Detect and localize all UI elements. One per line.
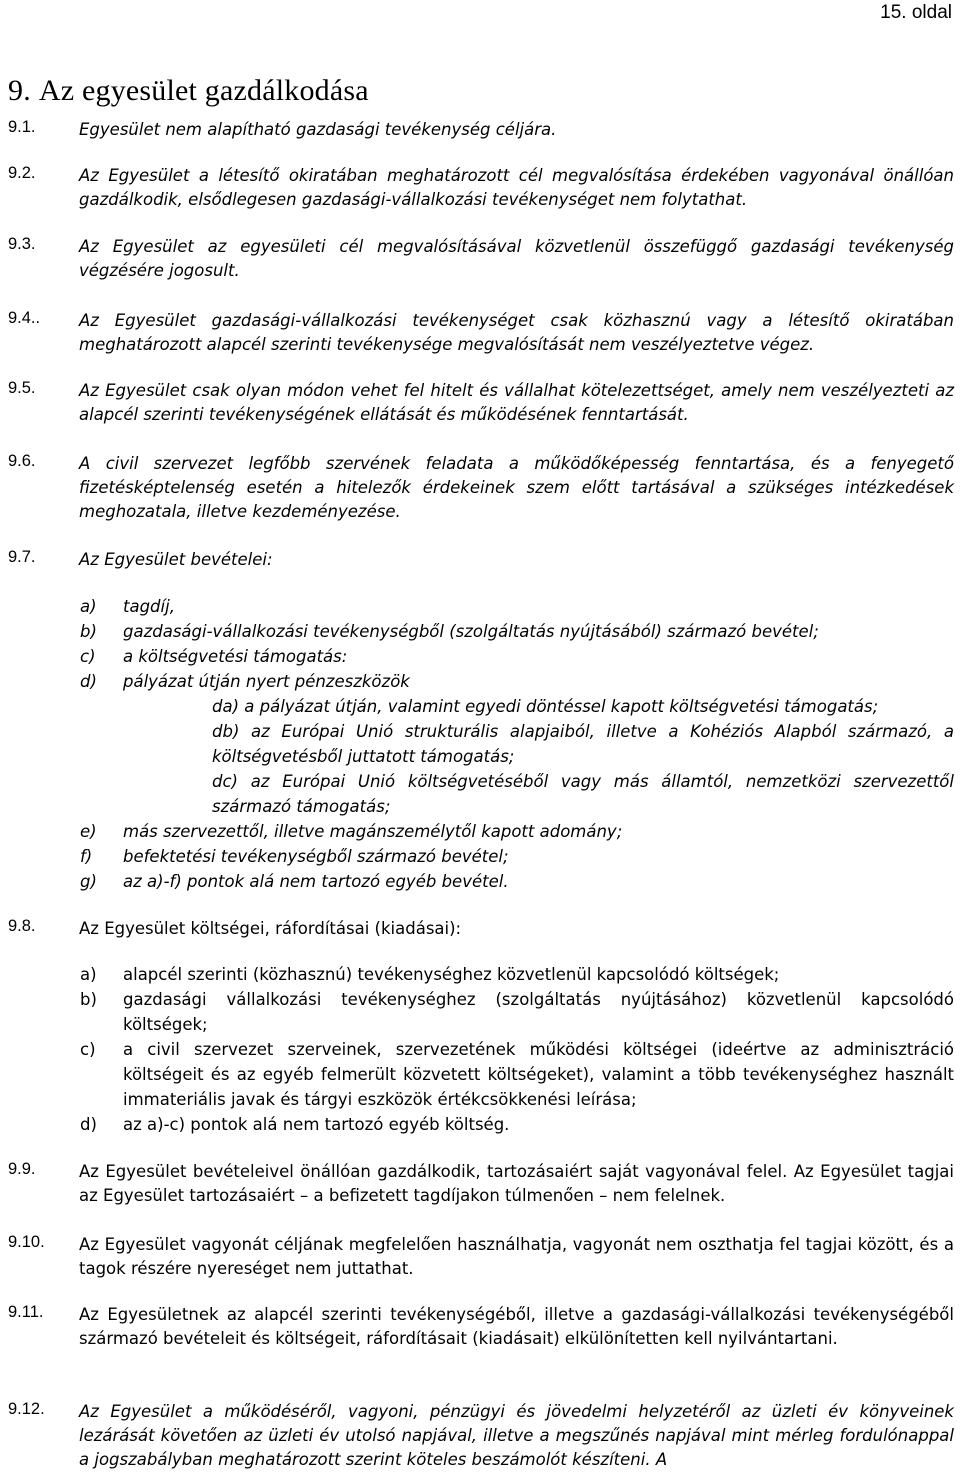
- section-text: Az Egyesület költségei, ráfordításai (kiadásai):: [79, 919, 462, 938]
- section-9-10: [8, 1233, 954, 1281]
- section-text: Az Egyesület bevételei:: [79, 550, 273, 569]
- list-text: a civil szervezet szerveinek, szervezetének működési költségei (ideértve az adminisztráció költségeit és az egyéb felmerült közvetett költségeket), valamint a több tevékenységhez használt immateriális javak és tárgyi eszközök értékcsökkenési leírása;: [123, 1040, 954, 1109]
- income-list: [80, 594, 954, 894]
- list-item: [80, 669, 954, 694]
- sub-item-da: da) a pályázat útján, valamint egyedi döntéssel kapott költségvetési támogatás;: [212, 697, 879, 716]
- list-text: az a)-f) pontok alá nem tartozó egyéb bevétel.: [123, 872, 509, 891]
- section-text: Egyesület nem alapítható gazdasági tevékenység céljára.: [79, 120, 557, 139]
- list-item: [80, 869, 954, 894]
- section-9-1: [8, 118, 954, 142]
- list-item: [80, 619, 954, 644]
- list-item: [80, 987, 954, 1037]
- list-item: [80, 819, 954, 844]
- section-9-9: [8, 1160, 954, 1208]
- list-item: [80, 644, 954, 669]
- list-label: d): [80, 672, 97, 691]
- list-text: a költségvetési támogatás:: [123, 647, 348, 666]
- section-number: 9.10.: [8, 1233, 45, 1251]
- list-label: f): [80, 847, 93, 866]
- section-text: Az Egyesület vagyonát céljának megfelelően használhatja, vagyonát nem oszthatja fel tagjai között, és a tagok részére nyereséget nem juttathat.: [79, 1235, 954, 1278]
- section-9-7: [8, 548, 954, 572]
- sub-item-dc: dc) az Európai Unió költségvetéséből vagy más államtól, nemzetközi szervezettől származó támogatás;: [212, 772, 954, 816]
- section-text: Az Egyesület a működéséről, vagyoni, pénzügyi és jövedelmi helyzetéről az üzleti év könyveinek lezárását követően az üzleti év utolsó napjával, illetve a megszűnés napjával mint mérleg fordulónappal a jogszabályban meghatározott szerint köteles beszámolót készíteni. A: [79, 1402, 954, 1469]
- list-text: tagdíj,: [123, 597, 175, 616]
- list-label: e): [80, 822, 97, 841]
- list-label: b): [80, 622, 97, 641]
- section-9-3: [8, 235, 954, 283]
- list-text: más szervezettől, illetve magánszemélytől kapott adomány;: [123, 822, 623, 841]
- list-item: [80, 962, 954, 987]
- section-number: 9.2.: [8, 164, 36, 182]
- section-number: 9.7.: [8, 548, 36, 566]
- section-9-6: [8, 452, 954, 524]
- list-item: [80, 594, 954, 619]
- section-number: 9.8.: [8, 917, 36, 935]
- list-label: c): [80, 1040, 96, 1059]
- list-item: [80, 1112, 954, 1137]
- section-9-12: [8, 1400, 954, 1472]
- list-item: [80, 844, 954, 869]
- section-9-2: [8, 164, 954, 212]
- sub-item-db: db) az Európai Unió strukturális alapjaiból, illetve a Kohéziós Alapból származó, a költségvetésből juttatott támogatás;: [212, 722, 954, 766]
- list-label: a): [80, 597, 97, 616]
- list-text: gazdasági vállalkozási tevékenységhez (szolgáltatás nyújtásához) közvetlenül kapcsolódó költségek;: [123, 990, 954, 1034]
- section-number: 9.9.: [8, 1160, 36, 1178]
- section-text: Az Egyesület csak olyan módon vehet fel hitelt és vállalhat kötelezettséget, amely nem veszélyezteti az alapcél szerinti tevékenységének ellátását és működésének fenntartását.: [79, 381, 954, 424]
- section-number: 9.5.: [8, 379, 36, 397]
- section-number: 9.3.: [8, 235, 36, 253]
- list-label: d): [80, 1115, 97, 1134]
- list-label: g): [80, 872, 97, 891]
- section-9-11: [8, 1303, 954, 1351]
- list-label: a): [80, 965, 97, 984]
- section-9-5: [8, 379, 954, 427]
- section-text: Az Egyesület bevételeivel önállóan gazdálkodik, tartozásaiért saját vagyonával felel. Az Egyesület tagjai az Egyesület tartozásaiért – a befizetett tagdíjakon túlmenően – nem felelnek.: [79, 1162, 954, 1205]
- section-text: Az Egyesület gazdasági-vállalkozási tevékenységet csak közhasznú vagy a létesítő okiratában meghatározott alapcél szerinti tevékenysége megvalósítását nem veszélyeztetve végez.: [79, 311, 954, 354]
- section-9-8: [8, 917, 954, 941]
- heading-number: 9.: [8, 74, 31, 107]
- page-number: 15. oldal: [880, 2, 952, 23]
- section-9-4: [8, 309, 954, 357]
- list-text: alapcél szerinti (közhasznú) tevékenységhez közvetlenül kapcsolódó költségek;: [123, 965, 780, 984]
- cost-list: [80, 962, 954, 1137]
- section-text: Az Egyesület a létesítő okiratában meghatározott cél megvalósítása érdekében vagyonával önállóan gazdálkodik, elsődlegesen gazdasági-vállalkozási tevékenységet nem folytathat.: [79, 166, 954, 209]
- section-text: Az Egyesület az egyesületi cél megvalósításával közvetlenül összefüggő gazdasági tevékenység végzésére jogosult.: [79, 237, 954, 280]
- section-number: 9.12.: [8, 1400, 45, 1418]
- section-heading: [8, 74, 369, 108]
- list-label: b): [80, 990, 97, 1009]
- list-text: az a)-c) pontok alá nem tartozó egyéb költség.: [123, 1115, 510, 1134]
- section-number: 9.11.: [8, 1303, 44, 1321]
- section-number: 9.4..: [8, 309, 41, 327]
- section-number: 9.1.: [8, 118, 36, 136]
- section-number: 9.6.: [8, 452, 36, 470]
- heading-title: Az egyesület gazdálkodása: [38, 74, 369, 107]
- list-text: gazdasági-vállalkozási tevékenységből (szolgáltatás nyújtásából) származó bevétel;: [123, 622, 819, 641]
- list-text: pályázat útján nyert pénzeszközök: [123, 672, 410, 691]
- list-text: befektetési tevékenységből származó bevétel;: [123, 847, 509, 866]
- list-label: c): [80, 647, 96, 666]
- section-text: A civil szervezet legfőbb szervének feladata a működőképesség fenntartása, és a fenyegető fizetésképtelenség esetén a hitelezők érdekeinek szem előtt tartásával a szükséges intézkedések meghozatala, illetve kezdeményezése.: [79, 454, 954, 521]
- list-item: [80, 1037, 954, 1112]
- section-text: Az Egyesületnek az alapcél szerinti tevékenységéből, illetve a gazdasági-vállalkozási tevékenységéből származó bevételeit és költségeit, ráfordításait (kiadásait) elkülönítetten kell nyilvántartani.: [79, 1305, 954, 1348]
